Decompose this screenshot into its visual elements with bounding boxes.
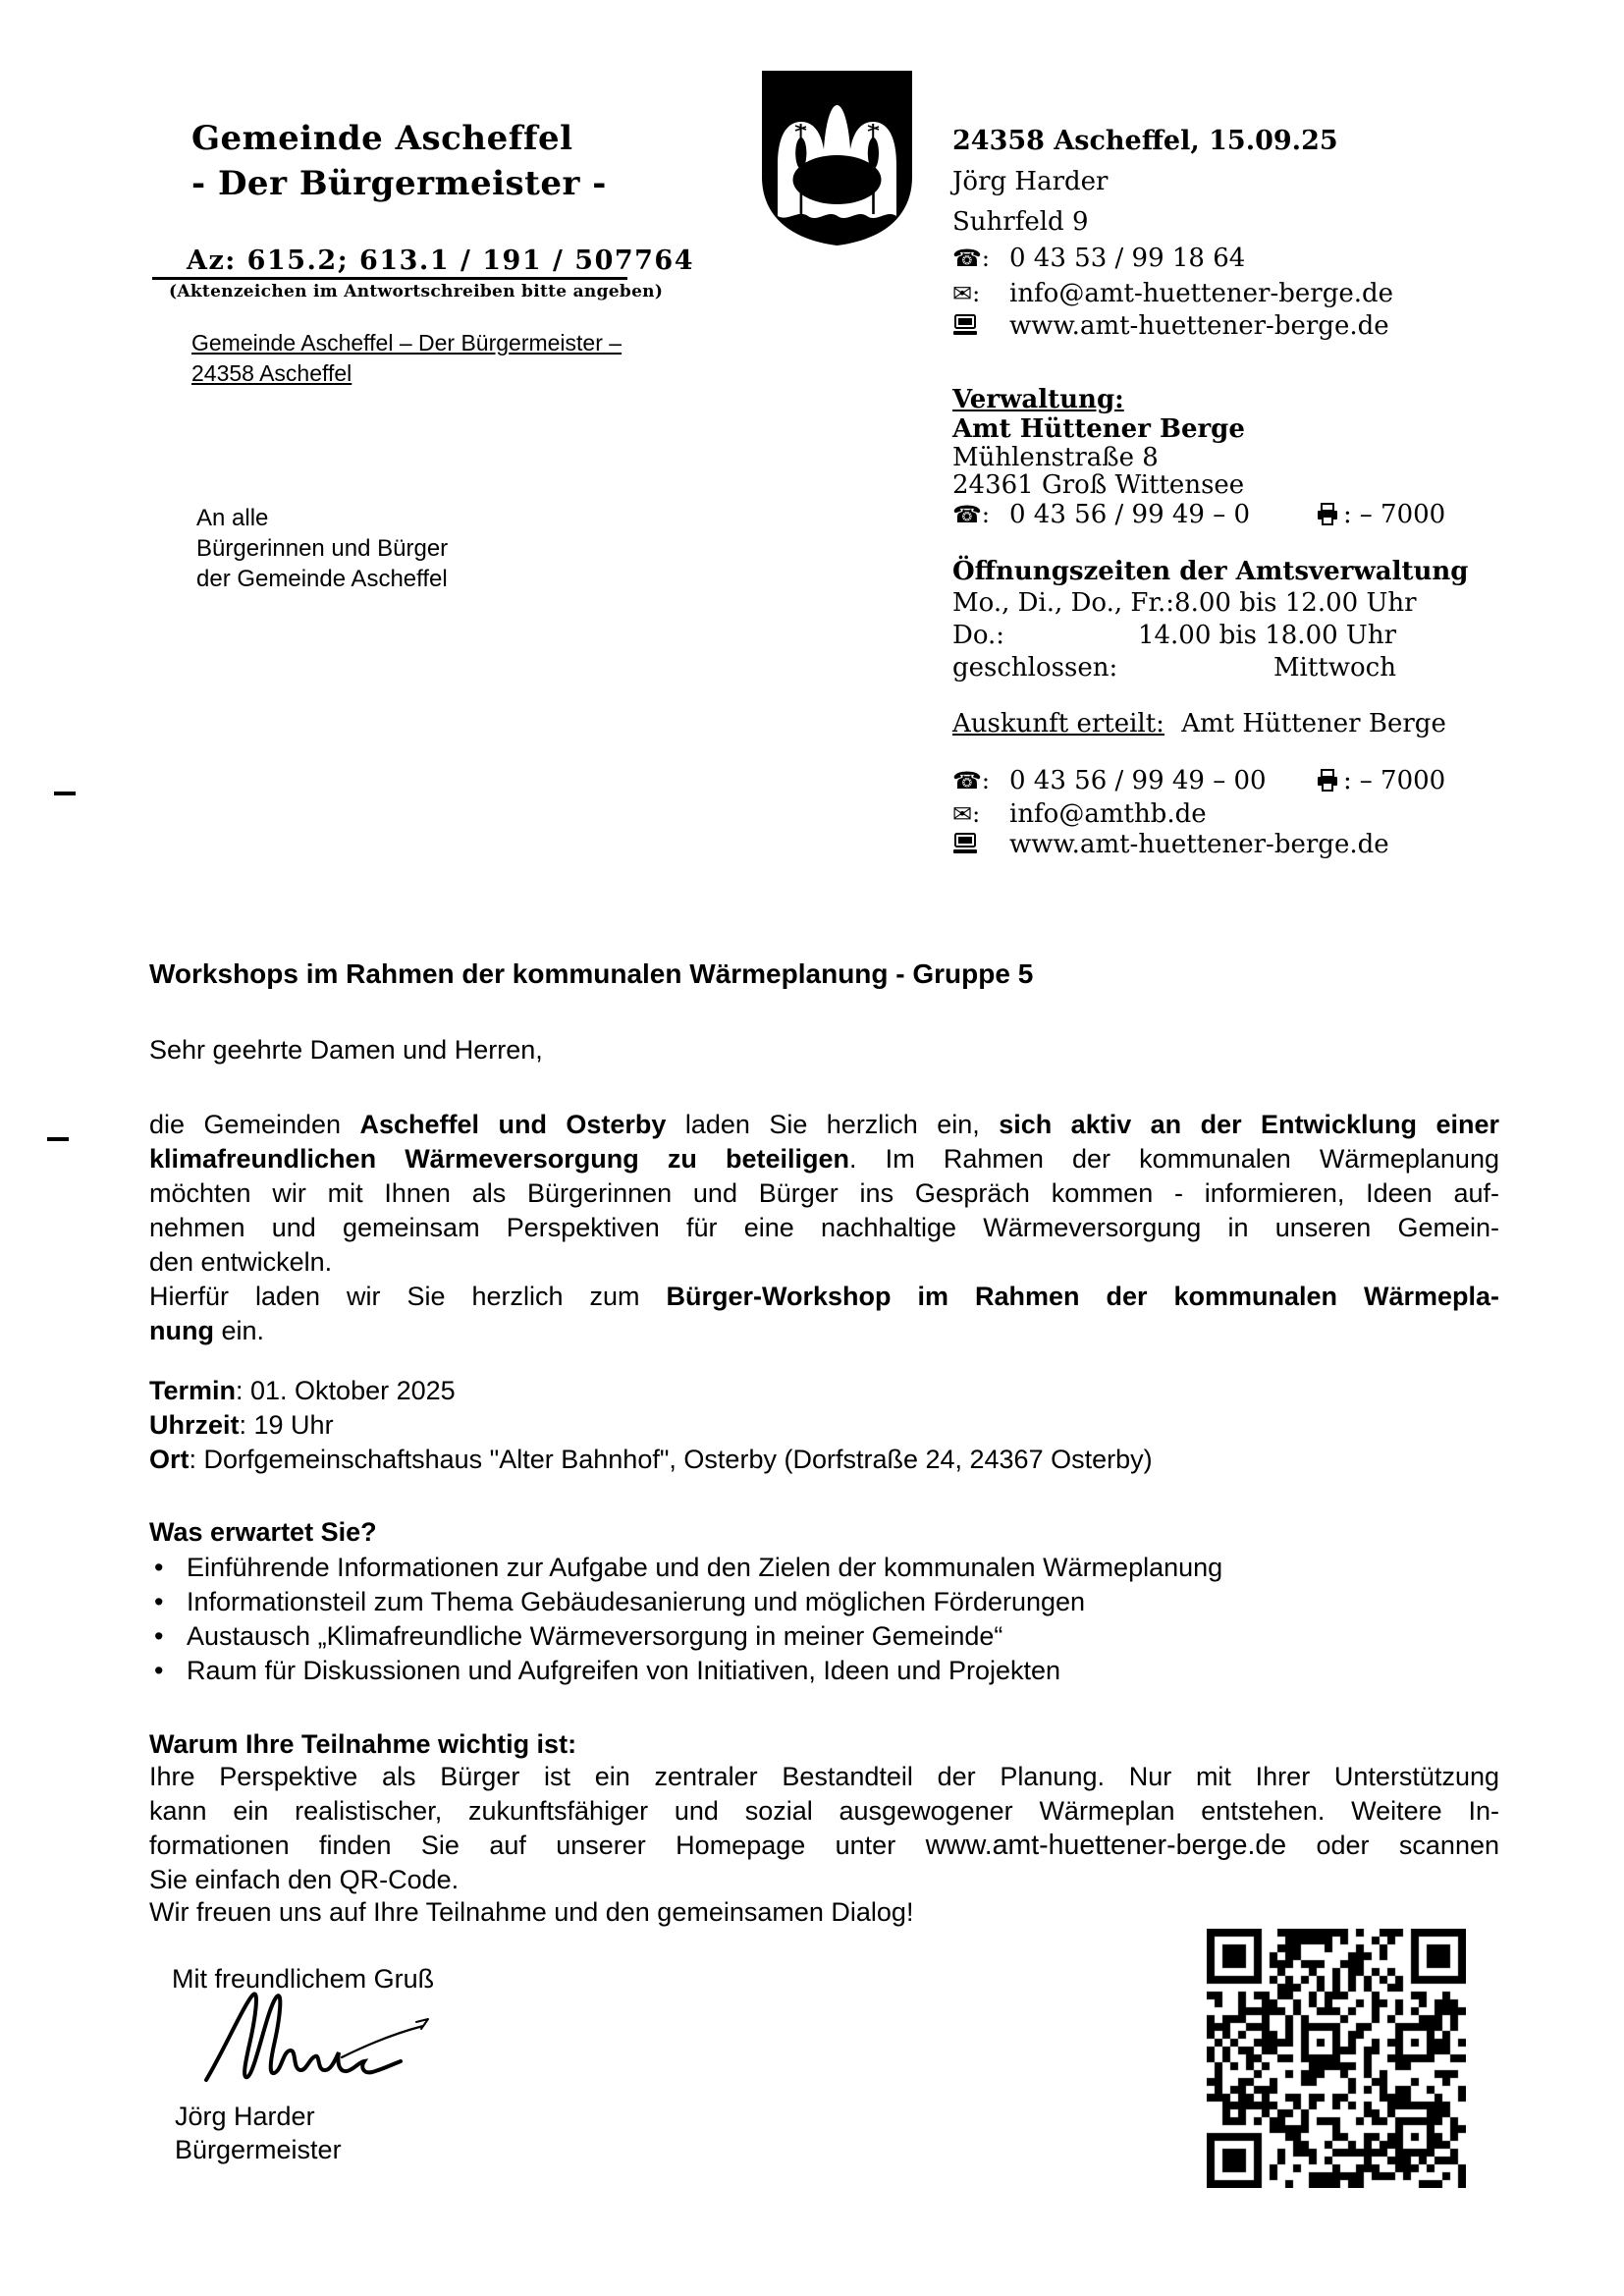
sender-web-value: www.amt-huettener-berge.de bbox=[1009, 311, 1389, 341]
why-paragraph bbox=[149, 1760, 1499, 1897]
auskunft-row bbox=[952, 709, 1446, 738]
sender-email-value: info@amt-huettener-berge.de bbox=[1009, 279, 1394, 308]
hours-row: Do.: 14.00 bis 18.00 Uhr bbox=[952, 621, 1396, 650]
text-line: den entwickeln. bbox=[149, 1247, 333, 1277]
verwaltung-fax-value: – 7000 bbox=[1359, 500, 1446, 529]
verwaltung-name: Amt Hüttener Berge bbox=[952, 414, 1245, 444]
recipient-line: der Gemeinde Ascheffel bbox=[196, 566, 448, 592]
email-icon: ✉: bbox=[952, 280, 981, 307]
verwaltung-heading: Verwaltung: bbox=[952, 385, 1124, 414]
event-details bbox=[149, 1374, 1153, 1477]
file-reference: Az: 615.2; 613.1 / 191 / 507764 bbox=[187, 246, 695, 276]
bullet-item: • Einführende Informationen zur Aufgabe und den Zielen der kommunalen Wärmeplanung bbox=[154, 1553, 1223, 1582]
text-line: nung ein. bbox=[149, 1316, 265, 1345]
place-date: 24358 Ascheffel, 15.09.25 bbox=[952, 126, 1338, 156]
coat-of-arms-icon bbox=[756, 69, 918, 250]
subject-line: Workshops im Rahmen der kommunalen Wärmeplanung - Gruppe 5 bbox=[149, 958, 1034, 989]
why-heading: Warum Ihre Teilnahme wichtig ist: bbox=[149, 1729, 577, 1759]
phone-icon: ☎: bbox=[952, 245, 990, 272]
return-address bbox=[191, 328, 622, 389]
hours-row: geschlossen: Mittwoch bbox=[952, 653, 1396, 683]
recipient-line: An alle bbox=[196, 505, 269, 531]
coat-of-arms-ascheffel bbox=[756, 69, 918, 250]
closing-line: Wir freuen uns auf Ihre Teilnahme und den gemeinsamen Dialog! bbox=[149, 1897, 914, 1927]
text-line: Hierfür laden wir Sie herzlich zum Bürger-Workshop im Rahmen der kommunalen Wärmepla- bbox=[149, 1282, 1500, 1311]
text-line: klimafreundlichen Wärmeversorgung zu beteiligen. Im Rahmen der kommunalen Wärmeplanung bbox=[149, 1144, 1499, 1174]
signature bbox=[194, 1986, 435, 2096]
text-line: nehmen und gemeinsam Perspektiven für eine nachhaltige Wärmeversorgung in unseren Gemein- bbox=[149, 1213, 1499, 1242]
verwaltung-phone-row bbox=[952, 500, 1250, 529]
auskunft-web-value: www.amt-huettener-berge.de bbox=[1009, 830, 1389, 859]
detail-row: Termin: 01. Oktober 2025 bbox=[149, 1376, 456, 1405]
auskunft-web-row bbox=[952, 830, 1389, 859]
detail-row: Uhrzeit: 19 Uhr bbox=[149, 1410, 334, 1440]
hours-heading: Öffnungszeiten der Amtsverwaltung bbox=[952, 557, 1469, 586]
hours-table bbox=[952, 588, 1417, 685]
email-icon: ✉: bbox=[952, 800, 981, 828]
auskunft-email-value: info@amthb.de bbox=[1009, 799, 1207, 829]
sender-title-line2: - Der Bürgermeister - bbox=[191, 164, 607, 203]
verwaltung-fax-row: : – 7000 bbox=[1316, 500, 1445, 529]
bullet-item: • Informationsteil zum Thema Gebäudesanierung und möglichen Förderungen bbox=[154, 1587, 1086, 1616]
auskunft-phone-value: 0 43 56 / 99 49 – 00 bbox=[1009, 766, 1267, 795]
intro-paragraph bbox=[149, 1108, 1499, 1348]
phone-icon: ☎: bbox=[952, 501, 990, 528]
verwaltung-city: 24361 Groß Wittensee bbox=[952, 470, 1245, 500]
auskunft-fax-row: : – 7000 bbox=[1316, 766, 1445, 795]
salutation: Sehr geehrte Damen und Herren, bbox=[149, 1035, 543, 1065]
auskunft-phone-row bbox=[952, 766, 1267, 795]
sender-web-row bbox=[952, 311, 1389, 341]
text-line: Sie einfach den QR-Code. bbox=[149, 1865, 460, 1894]
text-line: Ihre Perspektive als Bürger ist ein zentraler Bestandteil der Planung. Nur mit Ihrer Unterstützung bbox=[149, 1762, 1499, 1791]
printer-icon bbox=[1316, 500, 1339, 529]
text-line: formationen finden Sie auf unserer Homepage unter www.amt-huettener-berge.de oder scannen bbox=[149, 1830, 1499, 1861]
verwaltung-phone-value: 0 43 56 / 99 49 – 0 bbox=[1009, 500, 1251, 529]
signature-name: Jörg Harder bbox=[175, 2102, 315, 2131]
sender-phone-value: 0 43 53 / 99 18 64 bbox=[1009, 244, 1246, 273]
verwaltung-street: Mühlenstraße 8 bbox=[952, 443, 1159, 472]
detail-row: Ort: Dorfgemeinschaftshaus "Alter Bahnhof", Osterby (Dorfstraße 24, 24367 Osterby) bbox=[149, 1445, 1153, 1474]
sender-email-row bbox=[952, 279, 1393, 308]
contact-street: Suhrfeld 9 bbox=[952, 207, 1089, 237]
sender-title-line1: Gemeinde Ascheffel bbox=[191, 119, 573, 158]
bullet-item: • Raum für Diskussionen und Aufgreifen von Initiativen, Ideen und Projekten bbox=[154, 1656, 1061, 1685]
recipient-line: Bürgerinnen und Bürger bbox=[196, 535, 449, 562]
qr-code bbox=[1207, 1929, 1466, 2188]
fold-mark-top bbox=[54, 792, 76, 795]
contact-name: Jörg Harder bbox=[952, 167, 1109, 196]
return-address-line2: 24358 Ascheffel bbox=[191, 360, 352, 386]
auskunft-email-row bbox=[952, 799, 1207, 829]
text-line: kann ein realistischer, zukunftsfähiger und sozial ausgewogener Wärmeplan entstehen. Weitere In- bbox=[149, 1796, 1499, 1826]
signature-role: Bürgermeister bbox=[175, 2135, 342, 2164]
auskunft-label: Auskunft erteilt: bbox=[952, 709, 1164, 738]
printer-icon bbox=[1316, 766, 1339, 795]
hours-row: Mo., Di., Do., Fr.: 8.00 bis 12.00 Uhr bbox=[952, 588, 1417, 618]
phone-icon: ☎: bbox=[952, 767, 990, 794]
text-line: die Gemeinden Ascheffel und Osterby laden Sie herzlich ein, sich aktiv an der Entwicklung einer bbox=[149, 1110, 1500, 1139]
computer-icon bbox=[952, 312, 1009, 340]
greeting: Mit freundlichem Gruß bbox=[172, 1964, 435, 1994]
computer-icon bbox=[952, 831, 1009, 858]
expect-bullet-list bbox=[149, 1551, 1222, 1688]
text-line: möchten wir mit Ihnen als Bürgerinnen und Bürger ins Gespräch kommen - informieren, Ideen auf- bbox=[149, 1178, 1499, 1208]
auskunft-value: Amt Hüttener Berge bbox=[1181, 709, 1446, 738]
fold-mark-middle bbox=[47, 1137, 69, 1141]
expect-heading: Was erwartet Sie? bbox=[149, 1517, 377, 1547]
signature-squiggle-icon bbox=[194, 1986, 435, 2096]
sender-phone-row bbox=[952, 244, 1245, 273]
file-reference-rule bbox=[152, 277, 627, 280]
return-address-line1: Gemeinde Ascheffel – Der Bürgermeister – bbox=[191, 330, 623, 355]
auskunft-fax-value: – 7000 bbox=[1359, 766, 1446, 795]
bullet-item: • Austausch „Klimafreundliche Wärmeversorgung in meiner Gemeinde“ bbox=[154, 1621, 1003, 1651]
file-reference-note: (Aktenzeichen im Antwortschreiben bitte angeben) bbox=[169, 282, 664, 301]
sender-title bbox=[191, 116, 607, 206]
recipient-address bbox=[196, 503, 448, 594]
